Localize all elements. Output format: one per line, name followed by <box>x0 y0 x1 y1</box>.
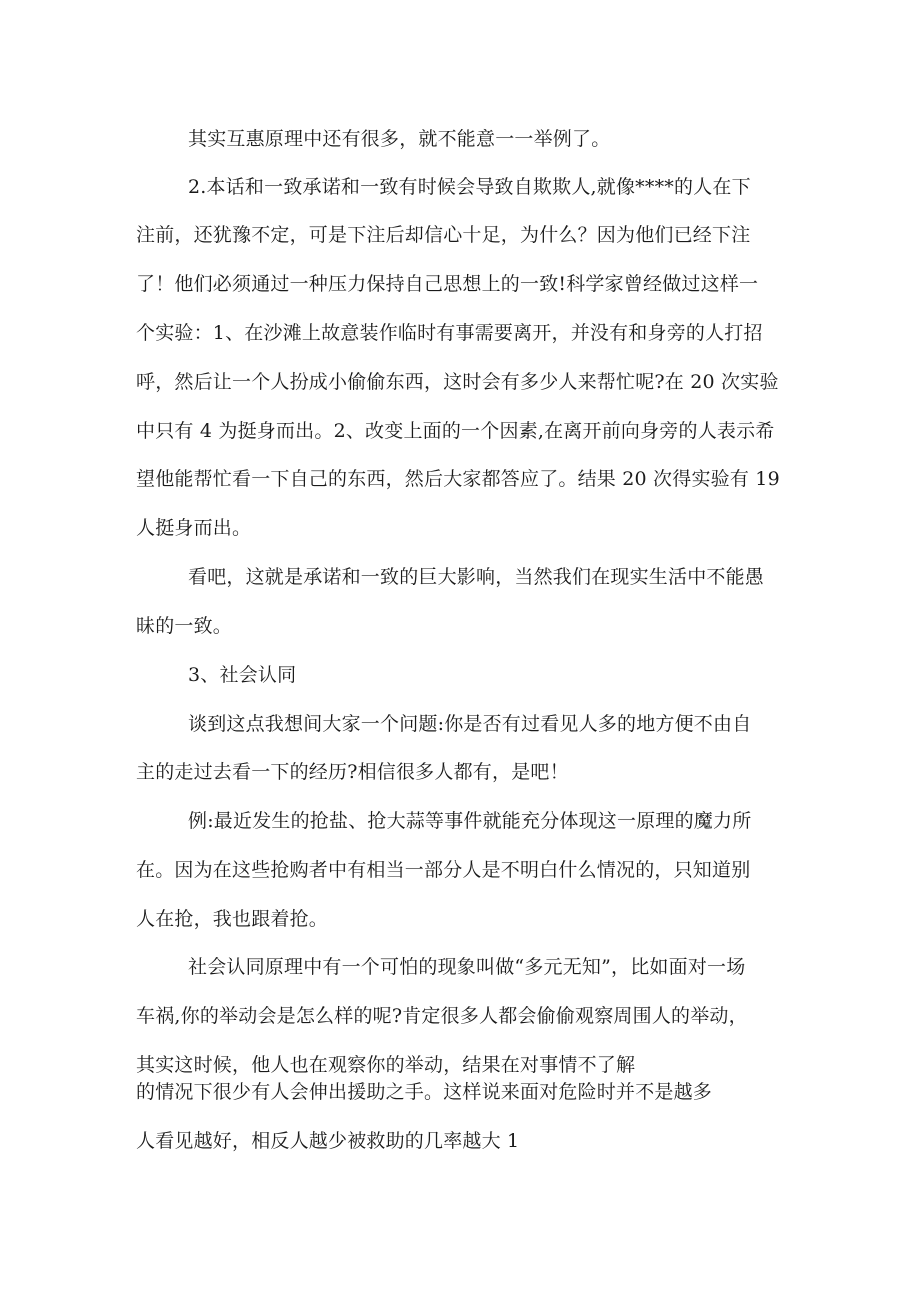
paragraph-line: 2.本话和一致承诺和一致有时候会导致自欺欺人,就像****的人在下 <box>188 176 751 198</box>
paragraph-line: 其实互惠原理中还有很多，就不能意一一举例了。 <box>188 128 611 150</box>
paragraph-line: 社会认同原理中有一个可怕的现象叫做“多元无知”，比如面对一场 <box>188 956 746 978</box>
paragraph-line: 主的走过去看一下的经历?相信很多人都有，是吧！ <box>136 761 569 783</box>
paragraph-line: 昧的一致。 <box>136 615 233 637</box>
paragraph-line: 的情况下很少有人会伸出援助之手。这样说来面对危险时并不是越多 <box>136 1081 713 1103</box>
paragraph-line: 呼，然后让一个人扮成小偷偷东西，这时会有多少人来帮忙呢?在 20 次实验 <box>136 371 779 393</box>
paragraph-line: 人挺身而出。 <box>136 517 252 539</box>
paragraph-line: 注前，还犹豫不定，可是下注后却信心十足，为什么？因为他们已经下注 <box>136 224 751 246</box>
paragraph-line: 在。因为在这些抢购者中有相当一部分人是不明白什么情况的，只知道别 <box>136 859 751 881</box>
paragraph-line: 中只有 4 为挺身而出。2、改变上面的一个因素,在离开前向身旁的人表示希 <box>136 420 775 442</box>
paragraph-line: 了！他们必须通过一种压力保持自己思想上的一致!科学家曾经做过这样一 <box>136 273 759 295</box>
paragraph-line: 个实验：1、在沙滩上故意装作临时有事需要离开，并没有和身旁的人打招 <box>136 322 763 344</box>
paragraph-line: 车祸,你的举动会是怎么样的呢?肯定很多人都会偷偷观察周围人的举动， <box>136 1005 748 1027</box>
section-heading: 3、社会认同 <box>188 664 297 686</box>
paragraph-line: 例:最近发生的抢盐、抢大蒜等事件就能充分体现这一原理的魔力所 <box>188 810 752 832</box>
paragraph-line: 望他能帮忙看一下自己的东西，然后大家都答应了。结果 20 次得实验有 19 <box>136 468 780 490</box>
paragraph-line: 其实这时候，他人也在观察你的举动，结果在对事情不了解 <box>136 1054 636 1076</box>
paragraph-line: 人在抢，我也跟着抢。 <box>136 908 329 930</box>
paragraph-line: 看吧，这就是承诺和一致的巨大影响，当然我们在现实生活中不能愚 <box>188 566 765 588</box>
paragraph-line: 人看见越好，相反人越少被救助的几率越大 1 <box>136 1130 520 1152</box>
paragraph-line: 谈到这点我想间大家一个问题:你是否有过看见人多的地方便不由自 <box>188 713 752 735</box>
